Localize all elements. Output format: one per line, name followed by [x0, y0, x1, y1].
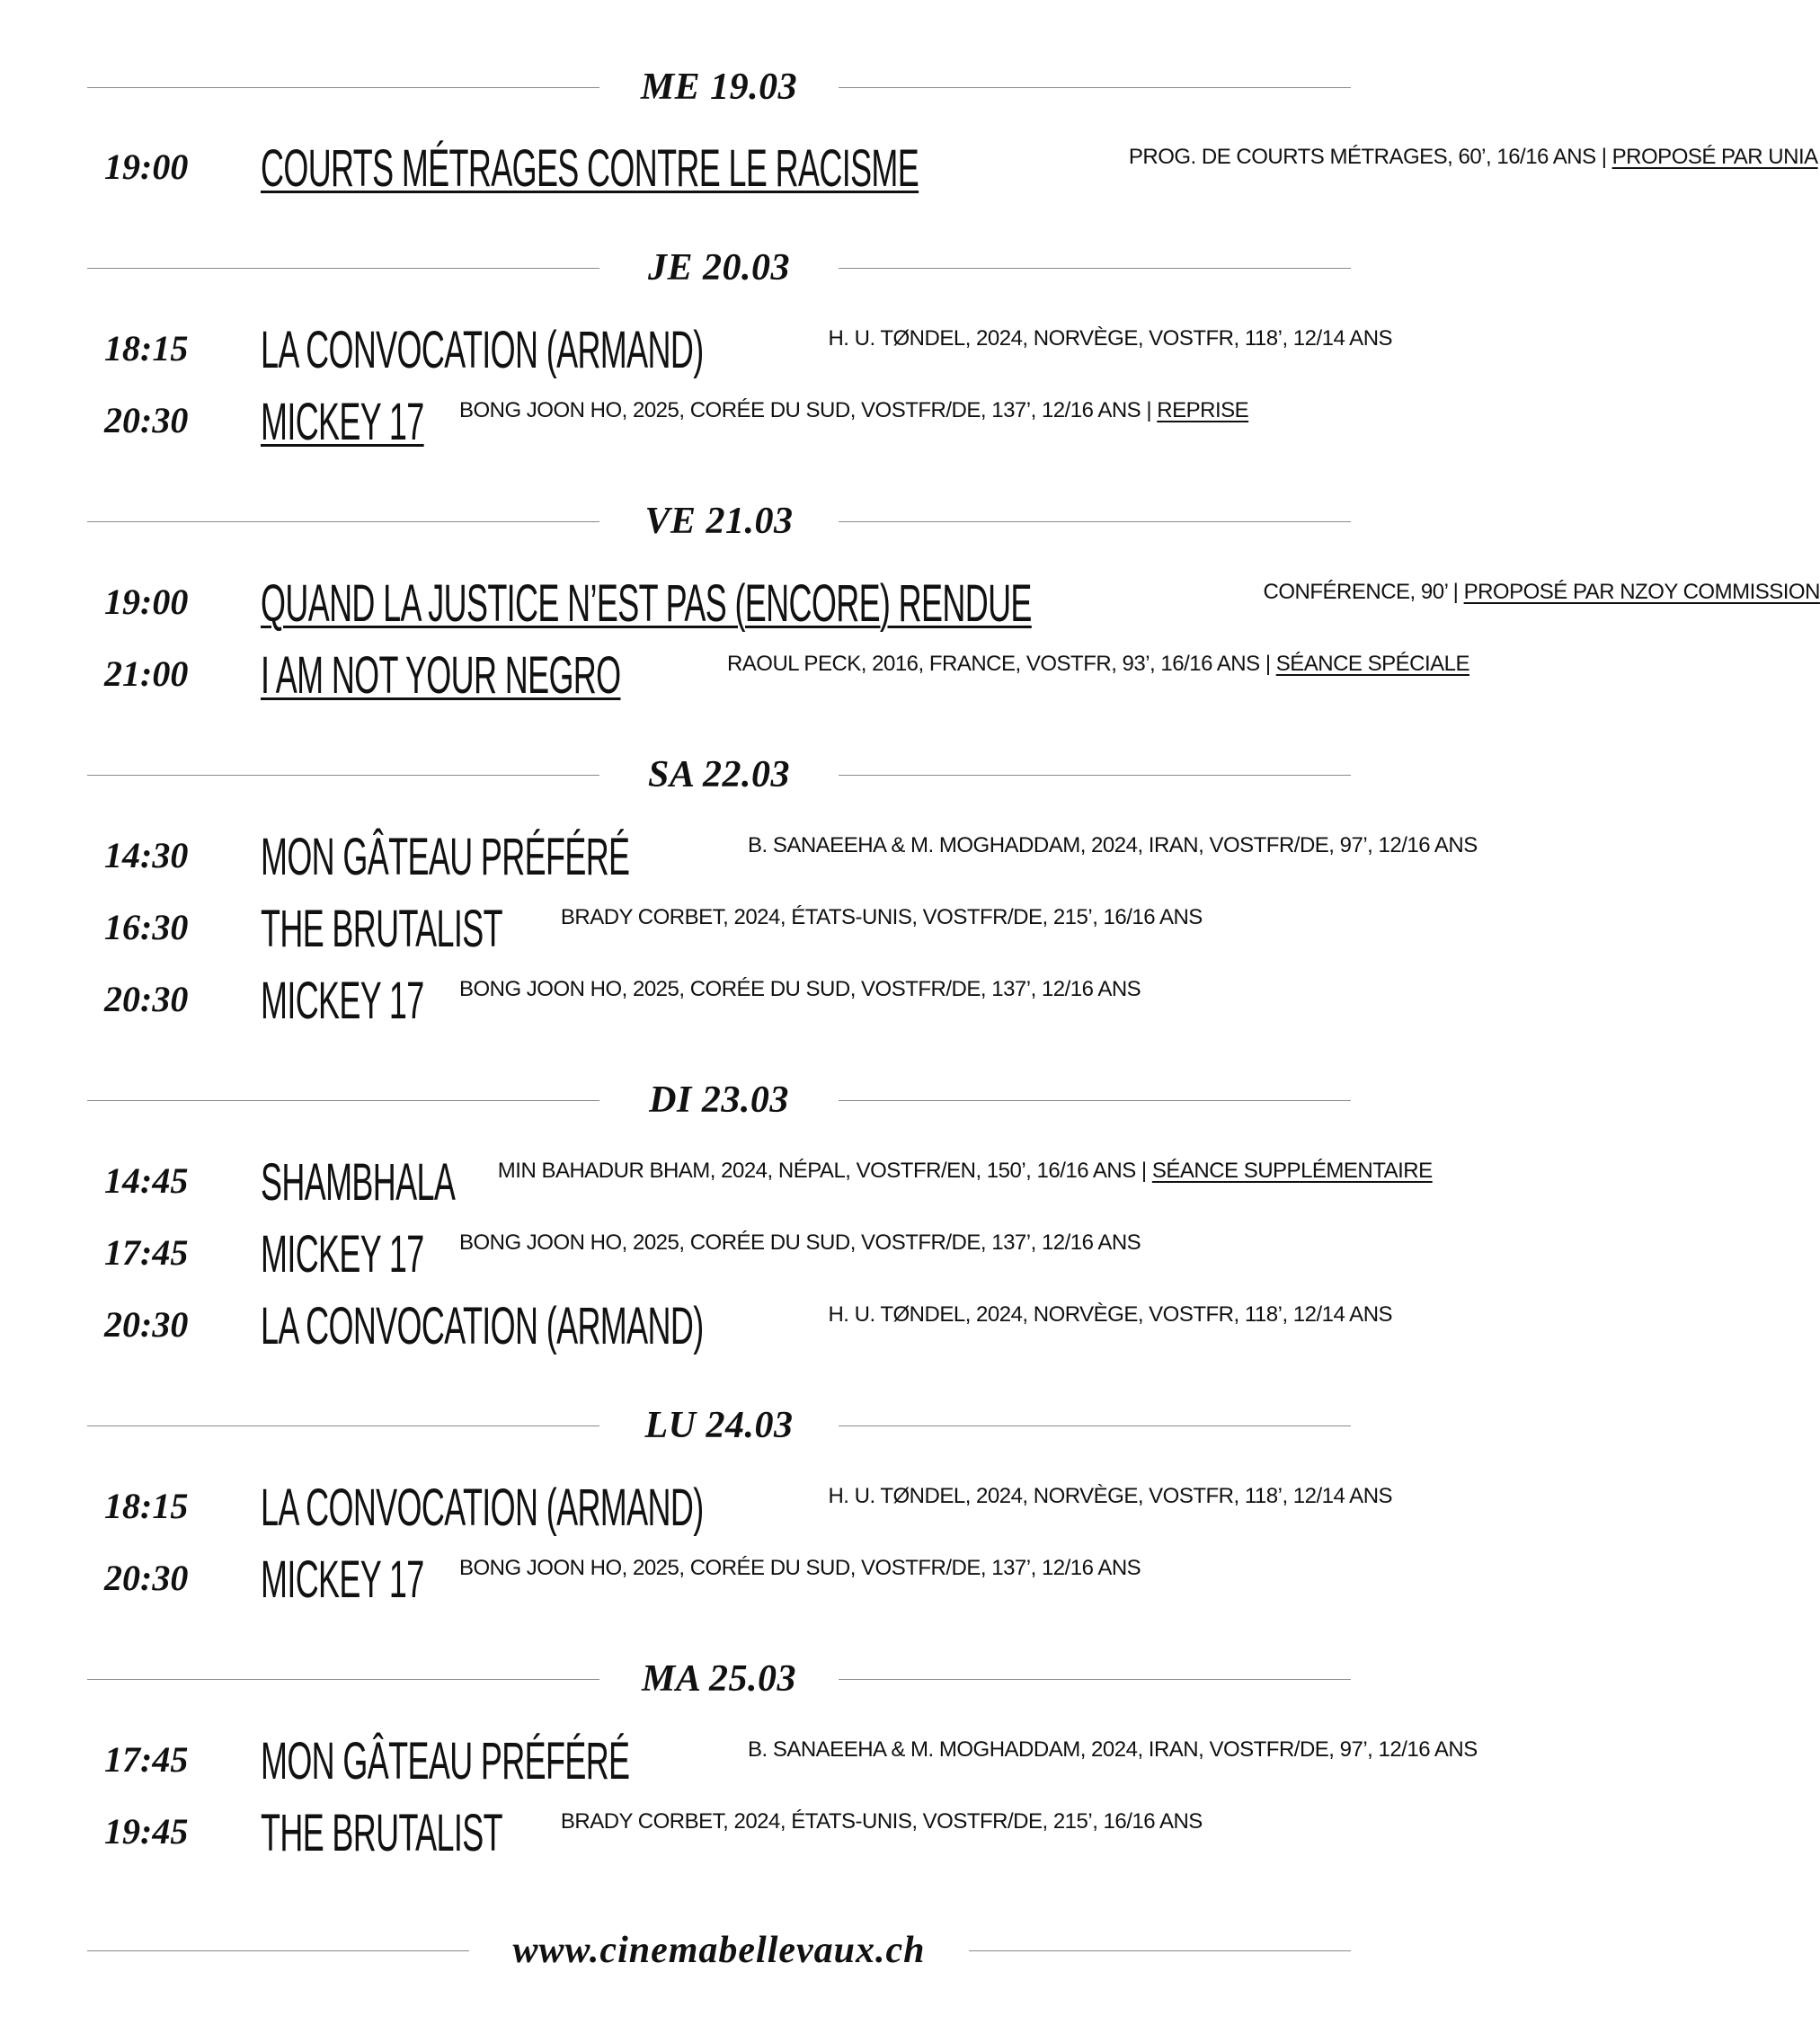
screening-time: 20:30: [104, 1304, 189, 1345]
film-details: [561, 905, 1203, 930]
screening-info: [261, 1153, 1433, 1212]
film-details: [459, 977, 1141, 1002]
film-title: THE BRUTALIST: [261, 900, 503, 958]
screening: [0, 1479, 1438, 1550]
film-title: LA CONVOCATION (ARMAND): [261, 321, 704, 379]
film-title-link[interactable]: COURTS MÉTRAGES CONTRE LE RACISME: [261, 139, 919, 198]
divider: [839, 775, 1351, 776]
day-section: [0, 494, 1438, 548]
screening: [0, 574, 1820, 646]
divider: [87, 1679, 599, 1680]
day-header: [0, 1652, 1438, 1706]
day-header: [0, 1399, 1438, 1452]
film-details: [748, 1737, 1478, 1763]
film-details: [828, 1484, 1392, 1509]
screening-time: 20:30: [104, 1558, 189, 1598]
day-label: VE 21.03: [644, 501, 794, 542]
screening: [0, 321, 1438, 393]
screening-info: [261, 393, 1366, 452]
film-details: [828, 1302, 1392, 1328]
screening-info: [261, 828, 1478, 887]
screening-info: [261, 646, 1469, 706]
film-title: SHAMBHALA: [261, 1153, 456, 1212]
divider: [839, 268, 1351, 269]
screening-time: 17:45: [104, 1232, 189, 1273]
screening-time: 19:00: [104, 582, 189, 622]
film-details-text: BONG JOON HO, 2025, CORÉE DU SUD, VOSTFR/DE, 137’, 12/16 ANS |: [458, 398, 1158, 422]
film-title: MON GÂTEAU PRÉFÉRÉ: [261, 828, 630, 886]
day-label: DI 23.03: [649, 1079, 789, 1121]
film-details-text: CONFÉRENCE, 90’ |: [1263, 580, 1464, 604]
screening: [0, 1804, 1438, 1876]
screening-note-link[interactable]: PROPOSÉ PAR UNIA: [1611, 145, 1818, 169]
screening-time: 20:30: [104, 979, 189, 1019]
film-details-text: RAOUL PECK, 2016, FRANCE, VOSTFR, 93’, 16/16 ANS |: [726, 652, 1276, 676]
film-title-link[interactable]: I AM NOT YOUR NEGRO: [261, 646, 621, 705]
screening-time: 21:00: [104, 653, 189, 694]
film-details: [727, 652, 1469, 677]
film-details: [459, 398, 1248, 423]
film-details: [748, 833, 1478, 858]
film-details-text: PROG. DE COURTS MÉTRAGES, 60’, 16/16 ANS |: [1128, 145, 1612, 169]
screening-info: [261, 972, 1366, 1031]
film-title: LA CONVOCATION (ARMAND): [261, 1297, 704, 1355]
film-details-text: H. U. TØNDEL, 2024, NORVÈGE, VOSTFR, 118’, 12/14 ANS: [828, 326, 1393, 351]
screening: [0, 646, 1469, 718]
film-title: THE BRUTALIST: [261, 1804, 503, 1862]
film-details-text: BONG JOON HO, 2025, CORÉE DU SUD, VOSTFR/DE, 137’, 12/16 ANS: [458, 1230, 1141, 1255]
screening-note-link[interactable]: SÉANCE SPÉCIALE: [1275, 652, 1469, 676]
screening-time: 17:45: [104, 1739, 189, 1780]
screening: [0, 139, 1818, 211]
film-details-text: H. U. TØNDEL, 2024, NORVÈGE, VOSTFR, 118’, 12/14 ANS: [828, 1302, 1393, 1327]
film-title: MICKEY 17: [261, 1550, 424, 1609]
divider: [87, 1100, 599, 1101]
screening-time: 19:00: [104, 147, 189, 187]
divider: [87, 775, 599, 776]
film-title-link[interactable]: MICKEY 17: [261, 393, 424, 451]
day-header: [0, 241, 1438, 295]
day-label: LU 24.03: [644, 1405, 794, 1446]
screening: [0, 972, 1438, 1044]
divider: [87, 521, 599, 522]
screening-info: [261, 1479, 1393, 1538]
divider: [839, 87, 1351, 88]
film-details-text: H. U. TØNDEL, 2024, NORVÈGE, VOSTFR, 118’, 12/14 ANS: [828, 1484, 1393, 1508]
day-label: ME 19.03: [640, 67, 798, 108]
screening-info: [261, 321, 1393, 380]
film-details: [459, 1230, 1141, 1256]
screening-time: 18:15: [104, 1486, 189, 1526]
screening-time: 14:30: [104, 835, 189, 875]
website-link[interactable]: www.cinemabellevaux.ch: [512, 1930, 926, 1971]
screening-info: [261, 1550, 1366, 1610]
divider: [87, 87, 599, 88]
screening: [0, 1153, 1438, 1225]
day-section: [0, 1399, 1438, 1452]
screening-time: 19:45: [104, 1811, 189, 1852]
screening-info: [261, 1732, 1478, 1791]
day-section: [0, 1073, 1438, 1127]
screening-info: [261, 900, 1366, 959]
film-details: [561, 1809, 1203, 1834]
day-label: MA 25.03: [641, 1658, 797, 1700]
screening-time: 18:15: [104, 328, 189, 369]
film-title: MON GÂTEAU PRÉFÉRÉ: [261, 1732, 630, 1790]
screening-info: [261, 1804, 1366, 1863]
film-details-text: BONG JOON HO, 2025, CORÉE DU SUD, VOSTFR/DE, 137’, 12/16 ANS: [458, 1556, 1141, 1580]
screening-time: 16:30: [104, 907, 189, 947]
day-header: [0, 748, 1438, 802]
film-details-text: B. SANAEEHA & M. MOGHADDAM, 2024, IRAN, VOSTFR/DE, 97’, 12/16 ANS: [747, 833, 1478, 857]
film-details: [1264, 580, 1820, 605]
film-details-text: B. SANAEEHA & M. MOGHADDAM, 2024, IRAN, VOSTFR/DE, 97’, 12/16 ANS: [747, 1737, 1478, 1762]
film-details: [828, 326, 1392, 351]
divider: [839, 521, 1351, 522]
day-header: [0, 1073, 1438, 1127]
film-title: LA CONVOCATION (ARMAND): [261, 1479, 704, 1537]
footer: [0, 1923, 1438, 1977]
film-details: [459, 1556, 1141, 1581]
day-label: SA 22.03: [647, 754, 791, 795]
screening-info: [261, 139, 1818, 199]
screening-note-link[interactable]: PROPOSÉ PAR NZOY COMMISSION: [1463, 580, 1820, 604]
film-details: [1129, 145, 1818, 170]
film-title-link[interactable]: QUAND LA JUSTICE N’EST PAS (ENCORE) RENDUE: [261, 574, 1032, 633]
screening: [0, 1225, 1438, 1297]
screening-note-link[interactable]: REPRISE: [1157, 398, 1249, 422]
day-section: [0, 241, 1438, 295]
day-header: [0, 60, 1438, 114]
film-details-text: BRADY CORBET, 2024, ÉTATS-UNIS, VOSTFR/DE, 215’, 16/16 ANS: [560, 905, 1203, 929]
divider: [839, 1100, 1351, 1101]
divider: [87, 268, 599, 269]
screening: [0, 900, 1438, 972]
screening-info: [261, 1297, 1393, 1356]
screening: [0, 1297, 1438, 1369]
screening-time: 20:30: [104, 400, 189, 440]
screening-time: 14:45: [104, 1160, 189, 1201]
divider: [969, 1950, 1351, 1951]
screening-note-link[interactable]: SÉANCE SUPPLÉMENTAIRE: [1151, 1159, 1433, 1183]
divider: [87, 1950, 469, 1951]
screening: [0, 393, 1438, 465]
screening: [0, 828, 1478, 900]
film-title: MICKEY 17: [261, 972, 424, 1030]
film-details: [498, 1159, 1433, 1184]
day-section: [0, 748, 1438, 802]
film-details-text: MIN BAHADUR BHAM, 2024, NÉPAL, VOSTFR/EN, 150’, 16/16 ANS |: [497, 1159, 1152, 1183]
screening-info: [261, 1225, 1366, 1284]
film-details-text: BONG JOON HO, 2025, CORÉE DU SUD, VOSTFR/DE, 137’, 12/16 ANS: [458, 977, 1141, 1001]
day-header: [0, 494, 1438, 548]
day-section: [0, 1652, 1438, 1706]
film-title: MICKEY 17: [261, 1225, 424, 1283]
screening-info: [261, 574, 1820, 634]
screening: [0, 1550, 1438, 1622]
day-section: [0, 60, 1438, 114]
divider: [839, 1679, 1351, 1680]
film-details-text: BRADY CORBET, 2024, ÉTATS-UNIS, VOSTFR/DE, 215’, 16/16 ANS: [560, 1809, 1203, 1834]
screening: [0, 1732, 1478, 1804]
day-label: JE 20.03: [647, 247, 790, 289]
